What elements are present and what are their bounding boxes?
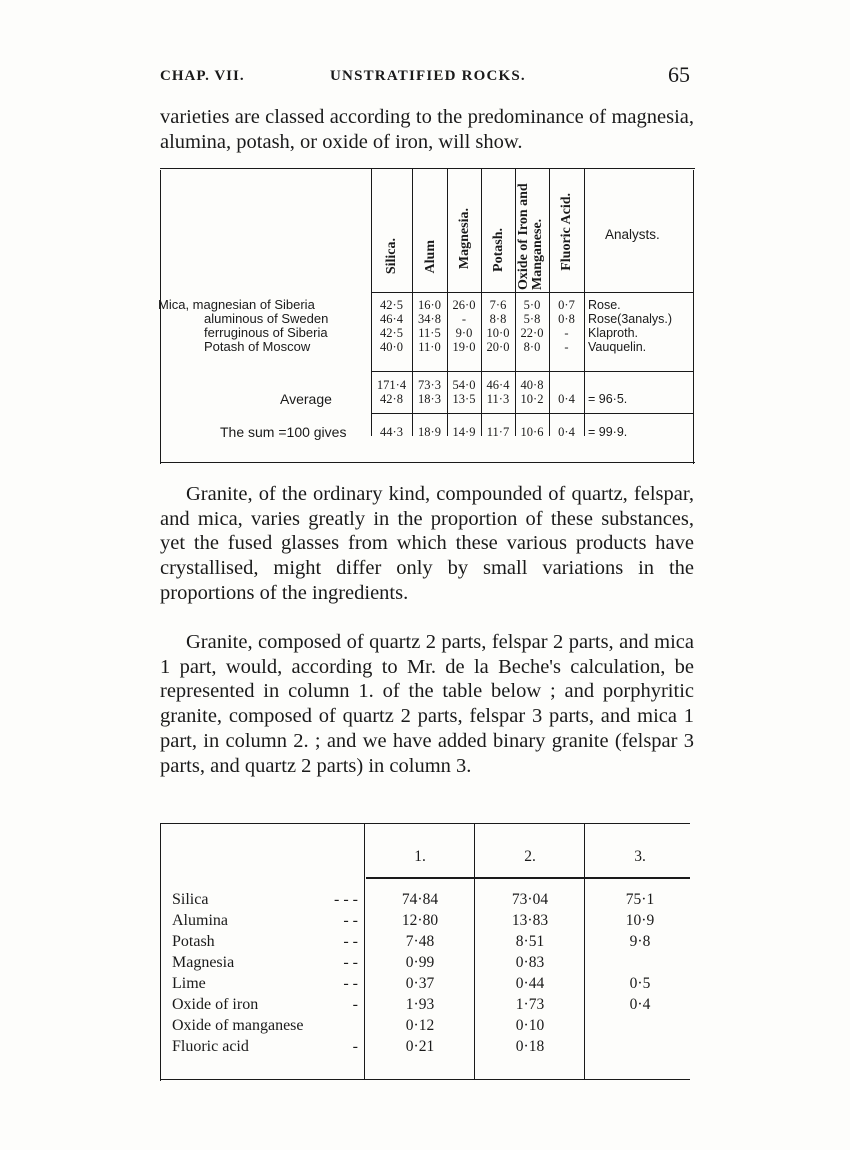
- cell-col1: 7·48: [405, 933, 435, 950]
- cell-col1: 74·84: [401, 891, 439, 908]
- cell-col2: 0·18: [515, 1038, 545, 1055]
- table1-cell: 11·0: [418, 340, 441, 354]
- mica-analysis-table: [160, 168, 695, 464]
- chapter-label: CHAP. VII.: [160, 68, 245, 84]
- table1-cell: 0·4: [558, 425, 575, 439]
- analyst: Klaproth.: [588, 326, 639, 340]
- col-header-potash: Potash.: [491, 228, 506, 272]
- row-label: Oxide of iron: [172, 996, 259, 1013]
- table1-cell: 46·4: [380, 312, 403, 326]
- table1-cell: 54·0: [452, 378, 476, 392]
- col-header-2: 2.: [524, 848, 536, 865]
- col-header-oxide: Oxide of Iron and Manganese.: [516, 183, 545, 290]
- cell-col2: 13·83: [511, 912, 549, 929]
- table1-cell: 8·8: [489, 312, 507, 326]
- col-header-silica: Silica.: [384, 238, 399, 275]
- row-leader-dashes: - -: [343, 912, 358, 929]
- row-leader-dashes: - -: [343, 975, 358, 992]
- table1-cell: 46·4: [486, 378, 510, 392]
- row-label: Fluoric acid: [172, 1038, 249, 1055]
- col-header-1: 1.: [414, 848, 426, 865]
- table1-cell: 19·0: [452, 340, 476, 354]
- cell-col3: 0·5: [629, 975, 651, 992]
- paragraph-intro: varieties are classed according to the predominance of magnesia, alumina, potash, or oxide of iron, will show.: [160, 106, 694, 153]
- table1-cell: -: [564, 326, 569, 340]
- cell-col2: 0·44: [515, 975, 545, 992]
- cell-col1: 12·80: [401, 912, 439, 929]
- table1-cell: -: [564, 340, 569, 354]
- cell-col1: 0·99: [405, 954, 435, 971]
- average-note: = 96·5.: [588, 392, 628, 406]
- table1-cell: 40·0: [380, 340, 403, 354]
- col-header-analysts: Analysts.: [605, 227, 660, 242]
- col-header-3: 3.: [634, 848, 646, 865]
- row-label: Mica, magnesian of Siberia: [158, 297, 315, 312]
- table1-cell: 8·0: [523, 340, 541, 354]
- row-label: aluminous of Sweden: [204, 311, 329, 326]
- row-label: Oxide of manganese: [172, 1017, 304, 1034]
- table1-cell: 34·8: [418, 312, 441, 326]
- cell-col2: 1·73: [515, 996, 545, 1013]
- col-header-alum: Alum: [423, 240, 438, 274]
- row-leader-dashes: - - -: [334, 891, 358, 908]
- table1-cell: 7·6: [489, 298, 507, 312]
- table1-cell: 73·3: [418, 378, 441, 392]
- row-leader-dashes: -: [352, 1038, 358, 1055]
- cell-col3: 9·8: [629, 933, 651, 950]
- cell-col1: 0·37: [405, 975, 435, 992]
- table1-cell: 40·8: [520, 378, 544, 392]
- table1-cell: 11·7: [486, 425, 510, 439]
- table1-cell: 18·9: [418, 425, 441, 439]
- cell-col2: 0·10: [515, 1017, 545, 1034]
- row-label: Silica: [172, 891, 209, 908]
- table1-cell: 5·8: [523, 312, 541, 326]
- cell-col2: 73·04: [511, 891, 549, 908]
- row-leader-dashes: - -: [343, 933, 358, 950]
- table1-cell: 171·4: [376, 378, 407, 392]
- table1-cell: 10·2: [520, 392, 544, 406]
- cell-col1: 0·12: [405, 1017, 435, 1034]
- table1-cell: 14·9: [452, 425, 476, 439]
- paragraph-granite: Granite, of the ordinary kind, compounded of quartz, felspar, and mica, varies greatly in the proportion of these substances, yet the fused glasses from which these various products have crystallised, might differ only by small variations in the proportions of the ingredients.: [160, 483, 694, 604]
- cell-col3: 75·1: [625, 891, 655, 908]
- row-label: Potash of Moscow: [204, 339, 311, 354]
- table1-cell: 20·0: [486, 340, 510, 354]
- running-title: UNSTRATIFIED ROCKS.: [330, 68, 526, 84]
- table1-cell: 16·0: [418, 298, 441, 312]
- table1-cell: 42·8: [380, 392, 403, 406]
- cell-col3: 0·4: [629, 996, 651, 1013]
- row-label: Alumina: [172, 912, 228, 929]
- table1-cell: 11·3: [486, 392, 510, 406]
- analyst: Vauquelin.: [588, 340, 647, 354]
- sum100-note: = 99·9.: [588, 425, 628, 439]
- paragraph-composition: Granite, composed of quartz 2 parts, felspar 2 parts, and mica 1 part, would, according to Mr. de la Beche's calculation, be represented in column 1. of the table below ; and porphyritic granite, composed of quartz 2 parts, felspar 3 parts, and mica 1 part, in column 2. ; and we have added binary granite (felspar 3 parts, and quartz 2 parts) in column 3.: [160, 631, 694, 777]
- analyst: Rose.: [588, 298, 621, 312]
- cell-col2: 0·83: [515, 954, 545, 971]
- col-header-fluoric: Fluoric Acid.: [559, 193, 574, 271]
- table1-cell: 42·5: [380, 298, 403, 312]
- table1-cell: 44·3: [380, 425, 403, 439]
- row-leader-dashes: - -: [343, 954, 358, 971]
- table1-cell: 5·0: [523, 298, 541, 312]
- cell-col1: 1·93: [405, 996, 435, 1013]
- row-label: ferruginous of Siberia: [204, 325, 328, 340]
- analyst: Rose(3analys.): [588, 312, 673, 326]
- table1-cell: 10·0: [486, 326, 510, 340]
- cell-col1: 0·21: [405, 1038, 435, 1055]
- table1-cell: 0·7: [558, 298, 575, 312]
- table1-cell: 18·3: [418, 392, 441, 406]
- cell-col3: 10·9: [625, 912, 655, 929]
- table1-cell: 22·0: [520, 326, 544, 340]
- row-label: Lime: [172, 975, 206, 992]
- average-label: Average: [280, 391, 332, 407]
- table1-cell: 0·8: [558, 312, 575, 326]
- table1-cell: -: [461, 312, 467, 326]
- row-label: Magnesia: [172, 954, 235, 971]
- col-header-magnesia: Magnesia.: [457, 208, 472, 270]
- table1-cell: 11·5: [418, 326, 441, 340]
- table1-cell: 0·4: [558, 392, 575, 406]
- table1-cell: 10·6: [520, 425, 544, 439]
- running-header: [160, 62, 690, 92]
- table1-cell: 42·5: [380, 326, 403, 340]
- row-label: Potash: [172, 933, 215, 950]
- page-number: 65: [668, 62, 690, 87]
- sum100-label: The sum =100 gives: [220, 424, 347, 440]
- granite-composition-table: [160, 823, 690, 1081]
- table1-cell: 13·5: [452, 392, 476, 406]
- table1-cell: 9·0: [455, 326, 473, 340]
- cell-col2: 8·51: [515, 933, 545, 950]
- table1-cell: 26·0: [452, 298, 476, 312]
- row-leader-dashes: -: [352, 996, 358, 1013]
